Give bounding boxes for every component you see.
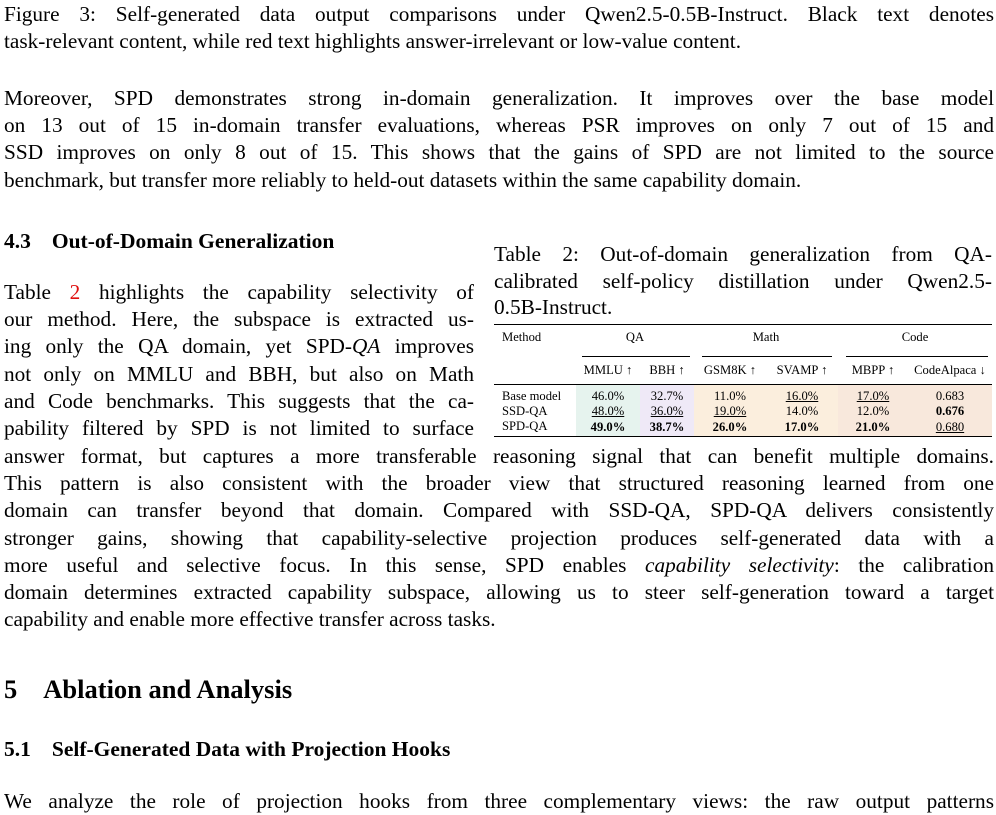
table-cell: 0.676 [908, 404, 992, 419]
table-cell: 12.0% [838, 404, 908, 419]
section-heading-5-1 [4, 737, 450, 762]
paragraph-line: ing only the QA domain, yet SPD-QA improves [4, 334, 474, 359]
section-title: Out-of-Domain Generalization [51, 229, 335, 253]
section-title: Self-Generated Data with Projection Hooks [51, 737, 451, 761]
paragraph-line: our method. Here, the subspace is extracted us- [4, 307, 474, 332]
table-cell: 49.0% [576, 419, 640, 437]
table-cell: 36.0% [640, 404, 694, 419]
table-cell: 21.0% [838, 419, 908, 437]
table-cell: 46.0% [576, 385, 640, 405]
group-header-math: Math [752, 330, 780, 344]
table-cell: 16.0% [766, 385, 838, 405]
group-rule [702, 356, 832, 357]
paragraph-line: answer format, but captures a more transferable reasoning signal that can benefit multiple domains. [4, 444, 994, 468]
figure-caption [4, 1, 994, 55]
paragraph-line: and Code benchmarks. This suggests that the ca- [4, 388, 474, 413]
table-cell: 48.0% [576, 404, 640, 419]
column-header: MBPP ↑ [851, 363, 895, 377]
paragraph-line: not only on MMLU and BBH, but also on Math [4, 361, 474, 386]
table-row [494, 385, 992, 405]
figure-caption-line: Figure 3: Self-generated data output comparisons under Qwen2.5-0.5B-Instruct. Black text denotes [4, 2, 994, 26]
table-cell: 38.7% [640, 419, 694, 437]
section-number: 5 [4, 674, 18, 704]
table-cell: 0.683 [908, 385, 992, 405]
section-number: 5.1 [4, 737, 31, 761]
paragraph-in-domain [4, 85, 994, 194]
table-cell: 14.0% [766, 404, 838, 419]
table-cell: 17.0% [766, 419, 838, 437]
group-header-code: Code [901, 330, 929, 344]
paragraph-out-of-domain-continued [4, 443, 994, 633]
row-method: SSD-QA [502, 404, 548, 418]
paragraph-line: benchmark, but transfer more reliably to held-out datasets within the same capability domain. [4, 167, 802, 192]
column-header: GSM8K ↑ [703, 363, 757, 377]
paragraph-line: We analyze the role of projection hooks from three complementary views: the raw output patterns [4, 789, 994, 813]
row-method: Base model [502, 389, 562, 403]
table-cell: 0.680 [908, 419, 992, 437]
section-title: Ablation and Analysis [43, 674, 293, 704]
table-reference-link[interactable]: 2 [69, 280, 81, 304]
paragraph-line: Table 2 highlights the capability selectivity of [4, 280, 474, 304]
table-caption-line: Table 2: Out-of-domain generalization from QA- [494, 242, 992, 266]
table-cell: 32.7% [640, 385, 694, 405]
paragraph-projection-hooks [4, 788, 994, 815]
section-heading-5 [4, 674, 292, 705]
paragraph-line: stronger gains, showing that capability-selective projection produces self-generated data with a [4, 525, 994, 550]
column-header: MMLU ↑ [583, 363, 633, 377]
paragraph-line: domain determines extracted capability subspace, allowing us to steer self-generation toward a target [4, 580, 994, 605]
table-caption-line: 0.5B-Instruct. [494, 295, 613, 319]
paragraph-line: capability and enable more effective transfer across tasks. [4, 607, 496, 632]
table-row [494, 404, 992, 419]
paragraph-line: pability filtered by SPD is not limited to surface [4, 416, 474, 441]
column-header: BBH ↑ [649, 363, 685, 377]
group-header-qa: QA [625, 330, 645, 344]
paragraph-line: on 13 out of 15 in-domain transfer evaluations, whereas PSR improves on only 7 out of 15 and [4, 113, 994, 138]
column-header: CodeAlpaca ↓ [914, 363, 986, 377]
section-heading-4-3 [4, 229, 334, 254]
paragraph-line: more useful and selective focus. In this sense, SPD enables capability selectivity: the calibration [4, 552, 994, 577]
table-caption-line: calibrated self-policy distillation under Qwen2.5- [494, 268, 992, 293]
table-cell: 26.0% [694, 419, 766, 437]
table-row [494, 419, 992, 437]
results-table [494, 324, 992, 437]
group-rule [846, 356, 988, 357]
column-header: SVAMP ↑ [776, 363, 828, 377]
table-cell: 19.0% [694, 404, 766, 419]
paragraph-line: Moreover, SPD demonstrates strong in-domain generalization. It improves over the base model [4, 86, 994, 110]
method-header: Method [502, 330, 542, 344]
paragraph-line: domain can transfer beyond that domain. Compared with SSD-QA, SPD-QA delivers consistently [4, 498, 994, 523]
group-rule [582, 356, 690, 357]
paragraph-line: SSD improves on only 8 out of 15. This shows that the gains of SPD are not limited to the source [4, 140, 994, 165]
section-number: 4.3 [4, 229, 31, 253]
table-cell: 11.0% [694, 385, 766, 405]
paragraph-line: This pattern is also consistent with the broader view that structured reasoning learned from one [4, 471, 994, 496]
table-caption [494, 241, 992, 321]
figure-caption-line: task-relevant content, while red text highlights answer-irrelevant or low-value content. [4, 29, 742, 54]
table-cell: 17.0% [838, 385, 908, 405]
paragraph-out-of-domain [4, 279, 474, 442]
row-method: SPD-QA [502, 419, 548, 433]
